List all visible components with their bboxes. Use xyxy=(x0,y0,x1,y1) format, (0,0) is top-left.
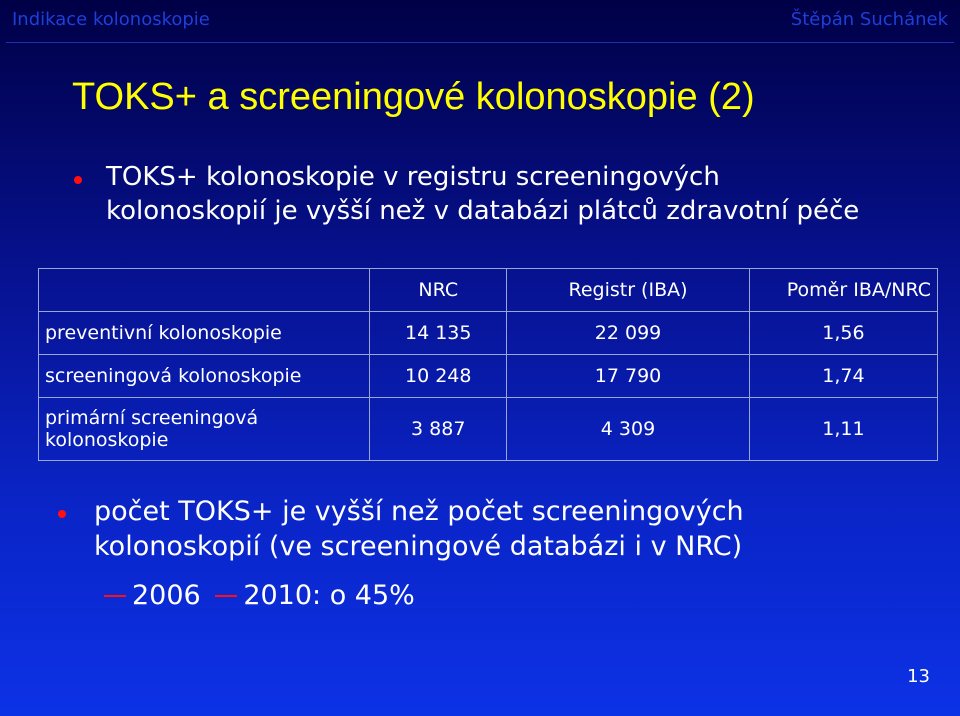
table-cell: 14 135 xyxy=(370,312,507,355)
sub-bullet-year-to: 2010: o 45% xyxy=(243,580,415,611)
page-number: 13 xyxy=(907,666,930,687)
bullet-point-1 xyxy=(66,160,886,228)
header-divider xyxy=(6,42,954,43)
table-cell: 22 099 xyxy=(507,312,750,355)
bullet-point-2-text: počet TOKS+ je vyšší než počet screeningových kolonoskopií (ve screeningové databázi i v NRC) xyxy=(94,496,744,562)
table-row xyxy=(39,312,938,355)
table-cell: 1,56 xyxy=(749,312,937,355)
sub-bullet xyxy=(104,578,415,613)
slide-header xyxy=(0,0,960,42)
bullet-dot-icon xyxy=(74,176,82,184)
table-header-cell: NRC xyxy=(370,269,507,312)
bullet-point-1-text: TOKS+ kolonoskopie v registru screeningových kolonoskopií je vyšší než v databázi plátců zdravotní péče xyxy=(106,162,860,226)
table-cell: 1,11 xyxy=(749,398,937,461)
table-cell: preventivní kolonoskopie xyxy=(39,312,370,355)
data-table xyxy=(38,268,938,461)
table-cell: 3 887 xyxy=(370,398,507,461)
slide-title: TOKS+ a screeningové kolonoskopie (2) xyxy=(72,76,755,118)
table-cell: 4 309 xyxy=(507,398,750,461)
table-row xyxy=(39,398,938,461)
table-cell: screeningová kolonoskopie xyxy=(39,355,370,398)
table-header-cell: Poměr IBA/NRC xyxy=(749,269,937,312)
sub-bullet-year-from: 2006 xyxy=(132,580,201,611)
table-header-row xyxy=(39,269,938,312)
table-header-cell: Registr (IBA) xyxy=(507,269,750,312)
header-course-title: Indikace kolonoskopie xyxy=(12,9,210,30)
table-cell: 17 790 xyxy=(507,355,750,398)
table-cell: primární screeningová kolonoskopie xyxy=(39,398,370,461)
bullet-point-2 xyxy=(52,494,912,564)
header-author: Štěpán Suchánek xyxy=(790,9,948,30)
table-header-cell xyxy=(39,269,370,312)
dash-separator-icon xyxy=(215,595,237,597)
table-row xyxy=(39,355,938,398)
table-cell: 10 248 xyxy=(370,355,507,398)
dash-bullet-icon xyxy=(104,595,126,597)
table-cell: 1,74 xyxy=(749,355,937,398)
bullet-dot-icon xyxy=(58,510,66,518)
